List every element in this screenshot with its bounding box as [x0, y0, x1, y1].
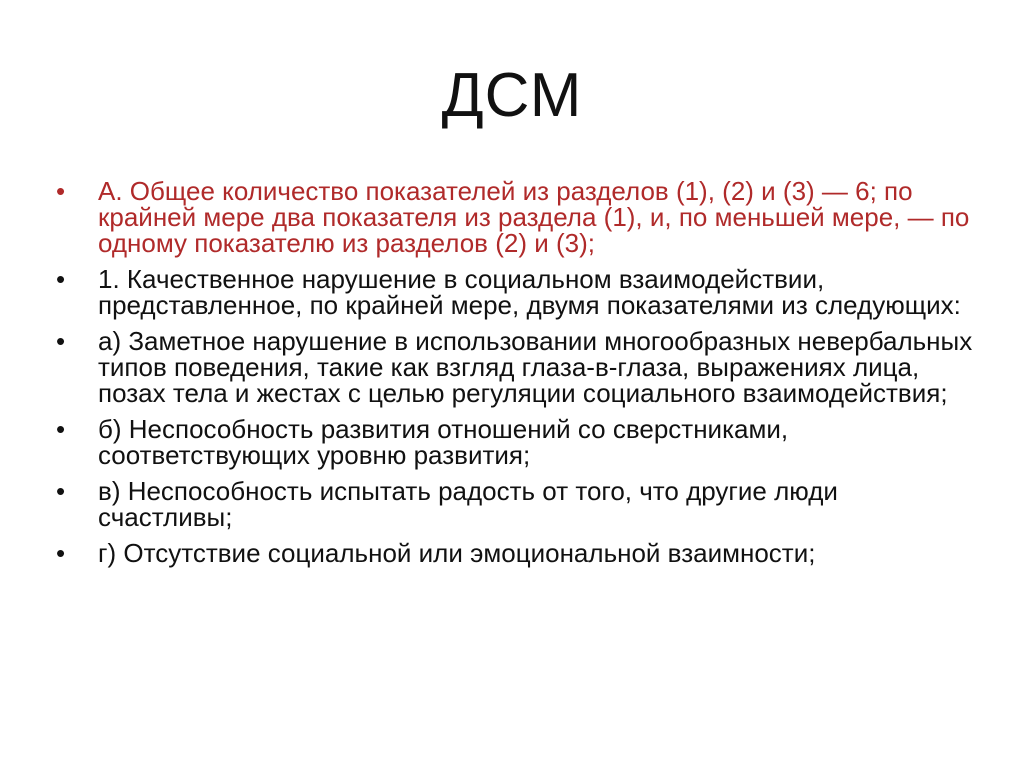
bullet-item-a-criteria	[56, 178, 976, 256]
bullet-icon: •	[56, 538, 66, 568]
bullet-item-a-nonverbal	[56, 328, 976, 406]
bullet-text: а) Заметное нарушение в использовании многообразных невербальных типов поведения, такие как взгляд глаза-в-глаза, выражениях лица, позах тела и жестах с целью регуляции социального взаимодействия;	[98, 326, 973, 408]
bullet-item-v-shared-joy	[56, 478, 976, 530]
bullet-item-1-social-impairment	[56, 266, 976, 318]
bullet-icon: •	[56, 476, 66, 506]
bullet-text: 1. Качественное нарушение в социальном взаимодействии, представленное, по крайней мере, двумя показателями из следующих:	[98, 264, 961, 320]
bullet-text: в) Неспособность испытать радость от того, что другие люди счастливы;	[98, 476, 838, 532]
bullet-text: А. Общее количество показателей из разделов (1), (2) и (3) — 6; по крайней мере два показателя из раздела (1), и, по меньшей мере, — по одному показателю из разделов (2) и (3);	[98, 176, 970, 258]
bullet-list	[56, 178, 976, 576]
bullet-icon: •	[56, 176, 66, 206]
bullet-item-b-peer-relations	[56, 416, 976, 468]
bullet-icon: •	[56, 414, 66, 444]
bullet-text: г) Отсутствие социальной или эмоциональной взаимности;	[98, 538, 816, 568]
bullet-item-g-reciprocity	[56, 540, 976, 566]
bullet-text: б) Неспособность развития отношений со сверстниками, соответствующих уровню развития;	[98, 414, 789, 470]
bullet-icon: •	[56, 264, 66, 294]
bullet-icon: •	[56, 326, 66, 356]
slide-title: ДСМ	[441, 61, 583, 130]
